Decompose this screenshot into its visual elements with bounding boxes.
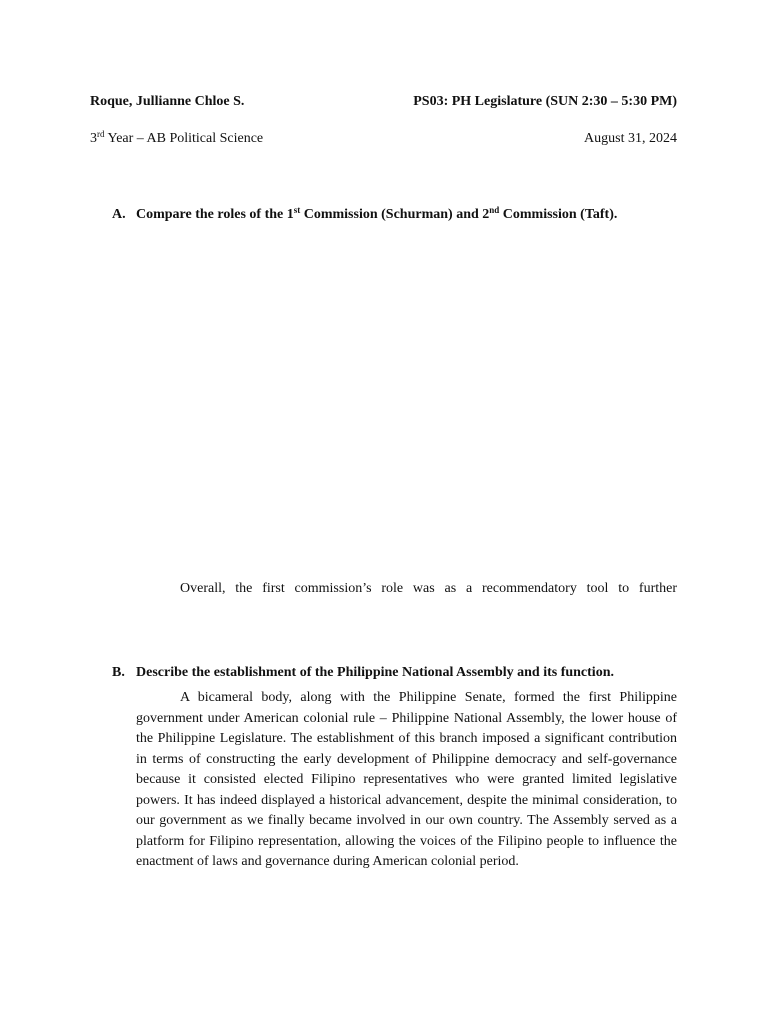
year-level: [90, 130, 263, 147]
student-name: Roque, Jullianne Chloe S.: [90, 94, 245, 109]
question-a: [112, 206, 617, 223]
year-number: 3: [90, 131, 97, 146]
question-b-text: Describe the establishment of the Philippine National Assembly and its function.: [136, 665, 614, 680]
course-title: PS03: PH Legislature (SUN 2:30 – 5:30 PM): [413, 94, 677, 109]
question-a-sup-1: st: [293, 205, 301, 215]
answer-b-paragraph: A bicameral body, along with the Philippine Senate, formed the first Philippine government under American colonial rule – Philippine National Assembly, the lower house of the Philippine Legislature. The establishment of this branch imposed a significant contribution in terms of constructing the early development of Philippine democracy and self-governance because it consisted elected Filipino representatives who were granted limited legislative powers. It has indeed displayed a historical advancement, despite the minimal consideration, to our government as we finally became involved in our own country. The Assembly served as a platform for Filipino representation, allowing the voices of the Filipino people to influence the enactment of laws and governance during American colonial period.: [136, 690, 677, 869]
question-a-text-part-3: Commission (Taft).: [499, 207, 618, 222]
year-ordinal-suffix: rd: [97, 129, 105, 139]
answer-a-paragraph: Overall, the first commission’s role was as a recommendatory tool to further: [180, 581, 677, 596]
year-program: Year – AB Political Science: [104, 131, 264, 146]
question-a-label: A.: [112, 207, 126, 222]
question-a-text-part-1: Compare the roles of the 1: [136, 207, 294, 222]
question-a-text-part-2: Commission (Schurman) and 2: [300, 207, 490, 222]
question-a-sup-2: nd: [489, 205, 500, 215]
submission-date: August 31, 2024: [584, 131, 677, 146]
question-b-label: B.: [112, 665, 125, 680]
question-b: [112, 664, 614, 681]
